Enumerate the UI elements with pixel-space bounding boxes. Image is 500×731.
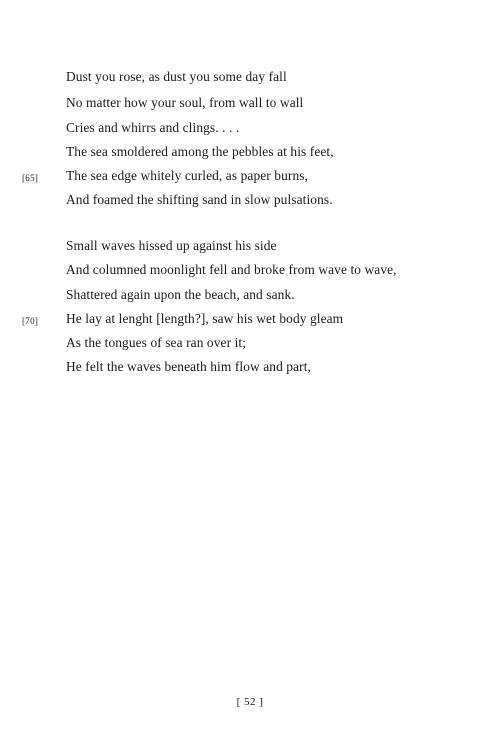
poem-line: He felt the waves beneath him flow and part,: [66, 359, 311, 374]
page-number: [ 52 ]: [236, 696, 264, 708]
poem-line: Dust you rose, as dust you some day fall: [66, 69, 287, 84]
poem-line: Cries and whirrs and clings. . . .: [66, 120, 240, 135]
poem-line: No matter how your soul, from wall to wall: [66, 95, 304, 110]
poem-line: Shattered again upon the beach, and sank.: [66, 287, 295, 302]
poem-line: And columned moonlight fell and broke from wave to wave,: [66, 262, 397, 277]
line-number: [70]: [22, 316, 39, 326]
line-number: [65]: [22, 173, 39, 183]
poem-line: He lay at lenght [length?], saw his wet body gleam: [66, 311, 344, 326]
poem-line: Small waves hissed up against his side: [66, 238, 277, 253]
poem-line: As the tongues of sea ran over it;: [66, 335, 247, 350]
poem-line: And foamed the shifting sand in slow pulsations.: [66, 192, 333, 207]
poem-line: The sea smoldered among the pebbles at his feet,: [66, 144, 334, 159]
poem-line: The sea edge whitely curled, as paper burns,: [66, 168, 308, 183]
